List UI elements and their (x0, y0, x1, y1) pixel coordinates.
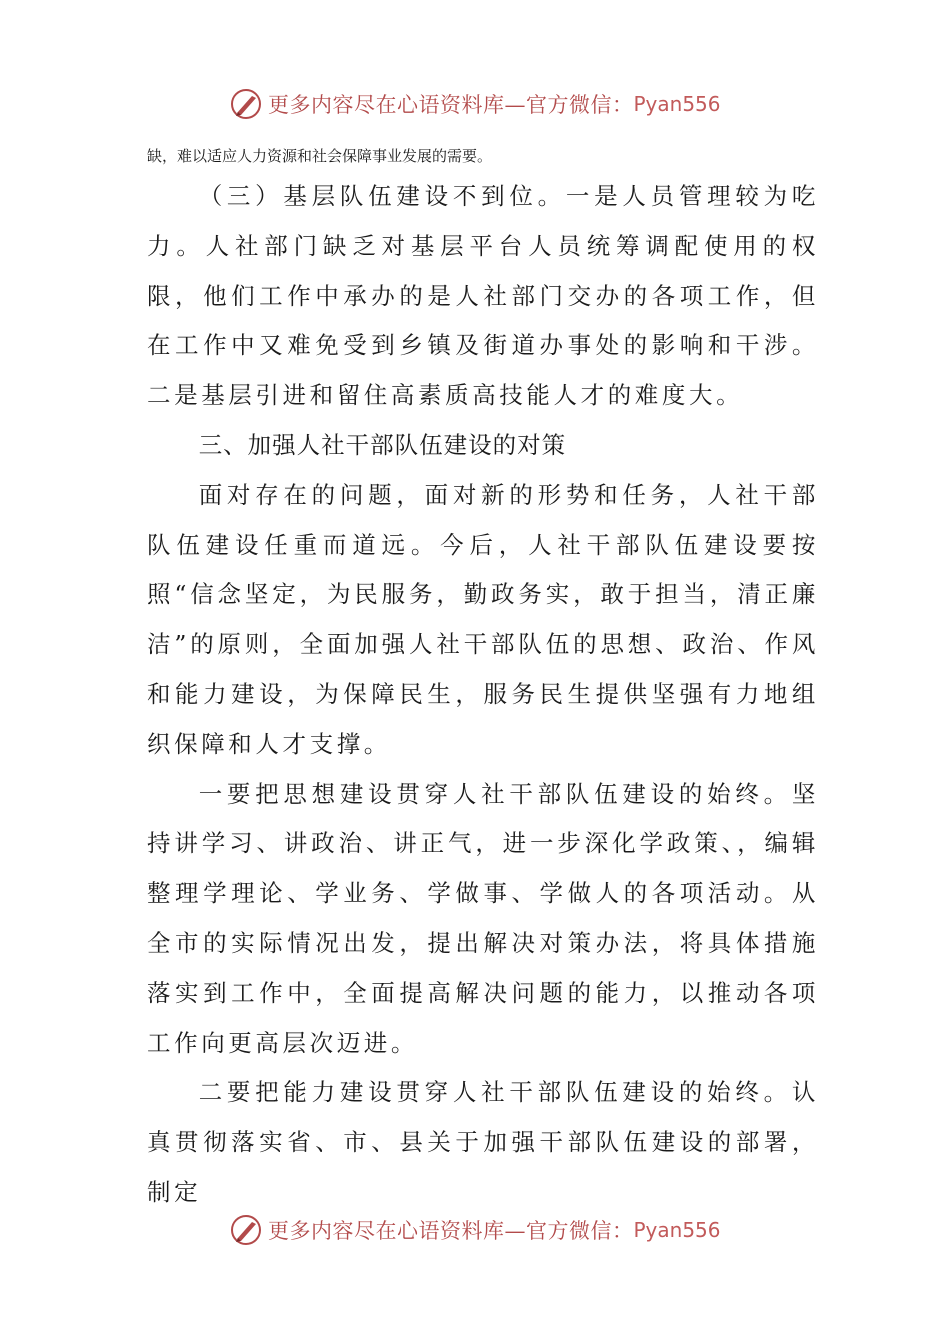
footer-banner (228, 1210, 721, 1250)
footer-text: 更多内容尽在心语资料库—官方微信： (268, 1219, 634, 1243)
section-heading: 三、加强人社干部队伍建设的对策 (198, 430, 567, 459)
pen-logo-icon (228, 86, 264, 122)
continued-fragment: 缺，难以适应人力资源和社会保障事业发展的需要。 (147, 147, 493, 165)
paragraph: 二要把能力建设贯穿人社干部队伍建设的始终。认真贯彻落实省、市、县关于加强干部队伍建设的部署，制定 (147, 1078, 819, 1206)
footer-wechat-id: Pyan556 (633, 1218, 721, 1242)
header-wechat-id: Pyan556 (633, 92, 721, 116)
document-body (147, 172, 819, 1218)
header-text: 更多内容尽在心语资料库—官方微信： (268, 93, 634, 117)
paragraph: （三）基层队伍建设不到位。一是人员管理较为吃力。人社部门缺乏对基层平台人员统筹调配使用的权限，他们工作中承办的是人社部门交办的各项工作，但在工作中又难免受到乡镇及街道办事处的影响和干涉。二是基层引进和留住高素质高技能人才的难度大。 (147, 182, 819, 410)
paragraph: 一要把思想建设贯穿人社干部队伍建设的始终。坚持讲学习、讲政治、讲正气，进一步深化学政策、，编辑整理学理论、学业务、学做事、学做人的各项活动。从全市的实际情况出发，提出解决对策办法，将具体措施落实到工作中，全面提高解决问题的能力，以推动各项工作向更高层次迈进。 (147, 779, 819, 1057)
pen-logo-icon (228, 1212, 264, 1248)
paragraph: 面对存在的问题，面对新的形势和任务，人社干部队伍建设任重而道远。今后，人社干部队伍建设要按照“信念坚定，为民服务，勤政务实，敢于担当，清正廉洁”的原则，全面加强人社干部队伍的思想、政治、作风和能力建设，为保障民生，服务民生提供坚强有力地组织保障和人才支撑。 (147, 480, 819, 758)
header-banner (228, 84, 721, 124)
